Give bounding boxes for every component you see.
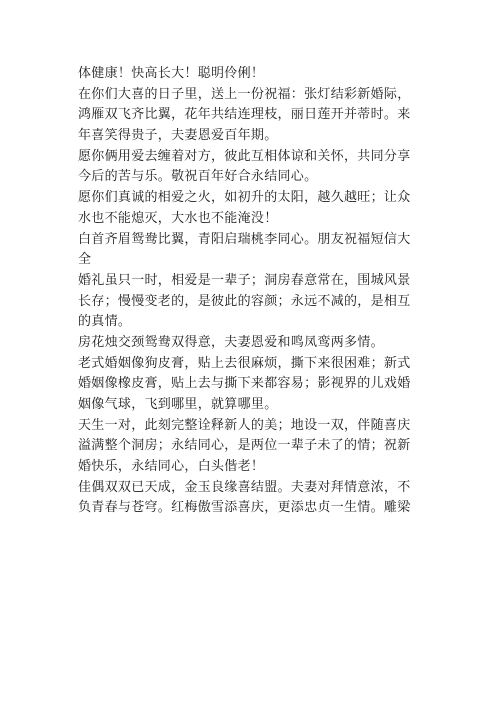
text-line: 鸿雁双飞齐比翼，花年共结连理枝，丽日莲开并蒂时。来 [78,107,411,123]
text-line: 老式婚姻像狗皮膏，贴上去很麻烦，撕下来很困难；新式 [78,355,411,371]
text-line: 的真情。 [78,314,132,330]
text-line: 体健康！快高长大！聪明伶俐！ [78,66,265,81]
text-line: 婚快乐，永结同心，白头偕老！ [78,459,265,475]
text-line: 愿你俩用爱去缠着对方，彼此互相体谅和关怀，共同分享 [78,148,411,164]
text-line: 愿你们真诚的相爱之火，如初升的太阳，越久越旺；让众 [78,190,411,206]
text-line: 姻像气球，飞到哪里，就算哪里。 [78,397,278,412]
document-text [78,64,423,519]
text-line: 溢满整个洞房；永结同心，是两位一辈子未了的情；祝新 [78,438,411,454]
text-line: 白首齐眉鸳鸯比翼，青阳启瑞桃李同心。朋友祝福短信大 [78,231,411,247]
text-line: 在你们大喜的日子里，送上一份祝福：张灯结彩新婚际， [78,86,411,102]
text-line: 婚礼虽只一时，相爱是一辈子；洞房春意常在，围城风景 [78,272,411,288]
text-line: 长存；慢慢变老的，是彼此的容颜；永远不减的，是相互 [78,293,411,309]
text-line: 天生一对，此刻完整诠释新人的美；地设一双，伴随喜庆 [78,417,411,433]
text-line: 房花烛交颈鸳鸯双得意，夫妻恩爱和鸣凤鸾两多情。 [78,334,384,350]
text-line: 年喜笑得贵子，夫妻恩爱百年期。 [78,128,278,144]
text-line: 全 [78,252,92,268]
text-line: 水也不能熄灭，大水也不能淹没！ [78,210,278,226]
text-line: 今后的苦与乐。敬祝百年好合永结同心。 [78,169,318,185]
text-line: 婚姻像橡皮膏，贴上去与撕下来都容易；影视界的儿戏婚 [78,376,411,392]
text-line: 负青春与苍穹。红梅傲雪添喜庆，更添忠贞一生情。雕梁 [78,500,411,516]
text-line: 佳偶双双已天成，金玉良缘喜结盟。夫妻对拜情意浓，不 [78,479,411,495]
